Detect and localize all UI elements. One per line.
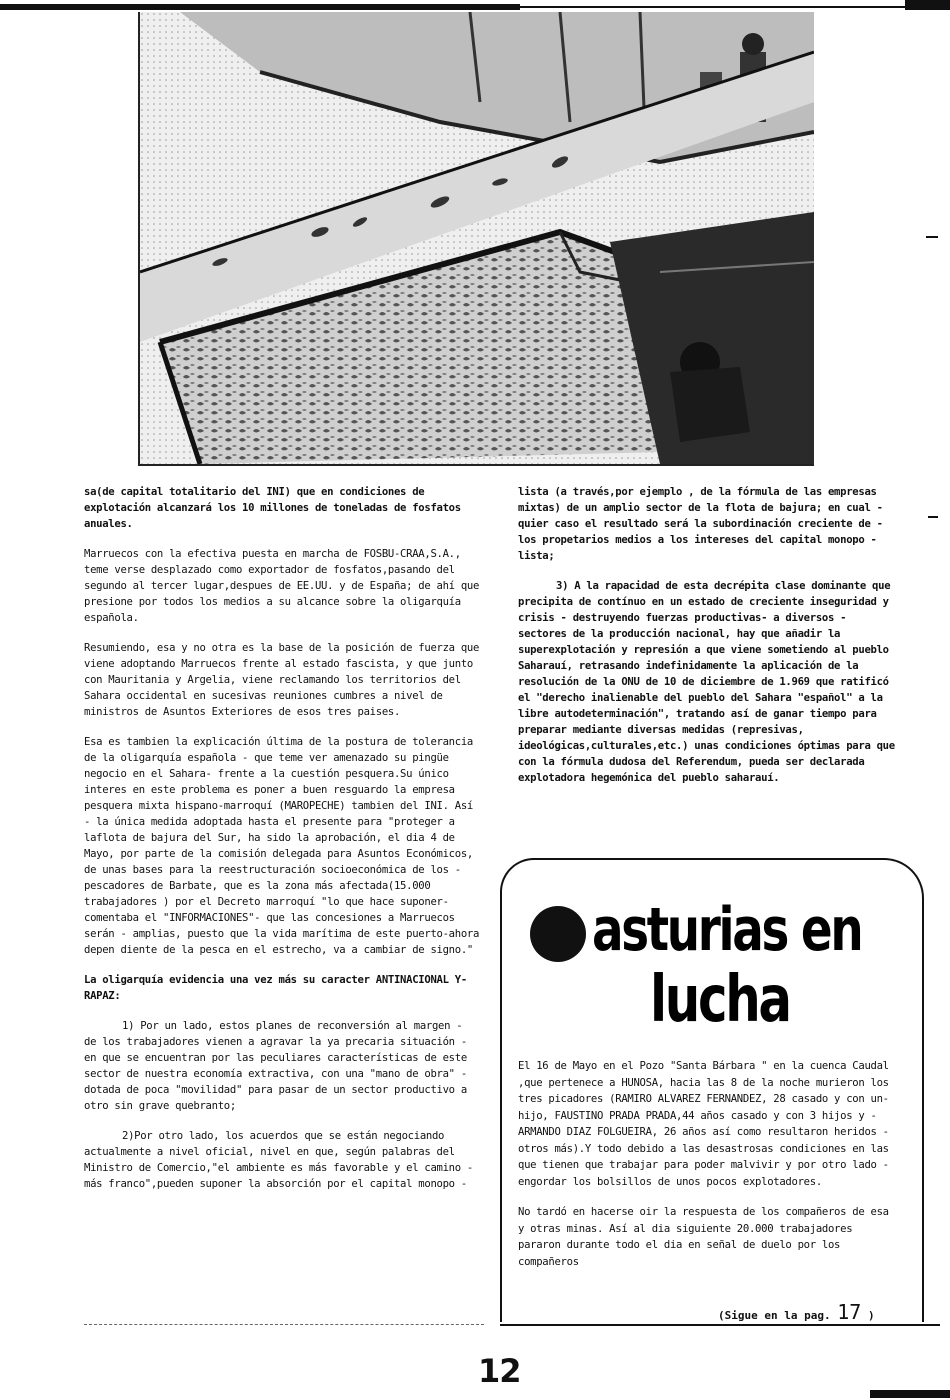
right-paragraph-1: lista (a través,por ejemplo , de la fórmula de las empresas mixtas) de un amplio sector de la flota de bajura; en cual - quier caso el resultado será la subordinación creciente de - los propetarios medios a los intereses del capital monopo - lista; <box>518 486 883 562</box>
top-corner-mark <box>905 0 950 10</box>
asturias-box-bottom-rule <box>500 1324 940 1326</box>
left-paragraph-7: 2)Por otro lado, los acuerdos que se están negociando actualmente a nivel oficial, nivel en que, según palabras del Ministro de Comercio,"el ambiente es más favorable y el camino - más franco",pueden suponer la absorción por el capital monopo - <box>84 1130 473 1190</box>
left-paragraph-3: Resumiendo, esa y no otra es la base de la posición de fuerza que viene adoptando Marruecos frente al estado fascista, y que junto con Mauritania y Argelia, viene reclamando los territorios del Sahara occidental en sucesivas reuniones cumbres a nivel de ministros de Asuntos Exteriores de esos tres paises. <box>84 642 480 718</box>
left-paragraph-2: Marruecos con la efectiva puesta en marcha de FOSBU-CRAA,S.A., teme verse desplazado como exportador de fosfatos,pasando del segundo al tercer lugar,despues de EE.UU. y de España; de ahí que presione por todos los medios a su alcance sobre la oligarquía española. <box>84 548 480 624</box>
footer-rule <box>84 1324 484 1326</box>
left-paragraph-5: La oligarquía evidencia una vez más su caracter ANTINACIONAL Y-RAPAZ: <box>84 974 467 1002</box>
continued-text: (Sigue en la pag. <box>718 1309 831 1322</box>
photo-illustration <box>140 12 814 464</box>
harbor-fishing-boat-photo <box>138 12 814 466</box>
margin-mark <box>926 236 938 238</box>
top-rule-thick <box>0 4 520 10</box>
bottom-corner-mark <box>870 1390 950 1398</box>
headline-line-1: asturias en <box>592 895 862 965</box>
left-paragraph-1: sa(de capital totalitario del INI) que en condiciones de explotación alcanzará los 10 millones de toneladas de fosfatos anuales. <box>84 486 461 530</box>
page-number: 12 <box>478 1352 521 1390</box>
left-paragraph-4: Esa es tambien la explicación última de la postura de tolerancia de la oligarquía española - que teme ver amenazado su pingüe negocio en el Sahara- frente a la cuestión pesquera.Su único interes en este problema es poner a buen resguardo la empresa pesquera mixta hispano-marroquí (MAROPECHE) tambien del INI. Así - la única medida adoptada hasta el presente para "proteger a laflota de bajura del Sur, ha sido la aprobación, el dia 4 de Mayo, por parte de la comisión delegada para Asuntos Económicos, de unas bases para la reestructuración socioeconómica de los - pescadores de Barbate, que es la zona más afectada(15.000 trabajadores ) por el Decreto marroquí "lo que hace suponer-comentaba el "INFORMACIONES"- que las concesiones a Marruecos serán - amplias, puesto que la vida marítima de este puerto-ahora depen diente de la pesca en el estrecho, va a cambiar de signo." <box>84 736 480 956</box>
right-paragraph-2: 3) A la rapacidad de esta decrépita clase dominante que precipita de contínuo en un estado de creciente inseguridad y crisis - destruyendo fuerzas productivas- a diversos - sectores de la producción nacional, hay que añadir la superexplotación y represión a que viene sometiendo al pueblo Saharauí, retrasando indefinidamente la aplicación de la resolución de la ONU de 10 de diciembre de 1.969 que ratificó el "derecho inalienable del pueblo del Sahara "español" a la libre autodeterminación", tratando así de ganar tiempo para preparar mediante diversas medidas (represivas, ideológicas,culturales,etc.) unas condiciones óptimas para que con la fórmula dudosa del Referendum, pueda ser declarada explotadora hegemónica del pueblo saharauí. <box>518 580 895 784</box>
headline-bullet-icon <box>530 906 586 962</box>
continued-close: ) <box>867 1309 875 1322</box>
continued-page-number: 17 <box>837 1300 862 1324</box>
headline-line-2: lucha <box>650 963 790 1037</box>
asturias-paragraph-1: El 16 de Mayo en el Pozo "Santa Bárbara " en la cuenca Caudal ,que pertenece a HUNOSA, hacia las 8 de la noche murieron los tres picadores (RAMIRO ALVAREZ FERNANDEZ, 28 casado y con un-hijo, FAUSTINO PRADA PRADA,44 años casado y con 3 hijos y - ARMANDO DIAZ FOLGUEIRA, 26 años así como resultaron heridos - otros más).Y todo debido a las desastrosas condiciones en las que tienen que trabajar para poder malvivir y por otro lado - engordar los bolsillos de unos pocos explotadores. <box>518 1060 889 1188</box>
left-column <box>84 484 480 1192</box>
continued-on-note <box>718 1300 875 1324</box>
top-rule-thin <box>520 6 910 8</box>
asturias-article <box>518 1058 898 1284</box>
right-column <box>518 484 898 800</box>
margin-mark <box>928 516 938 518</box>
asturias-paragraph-2: No tardó en hacerse oir la respuesta de los compañeros de esa y otras minas. Así al dia siguiente 20.000 trabajadores pararon durante todo el dia en señal de duelo por los compañeros <box>518 1206 889 1268</box>
left-paragraph-6: 1) Por un lado, estos planes de reconversión al margen - de los trabajadores vienen a agravar la ya precaria situación - en que se encuentran por las peculiares características de este sector de nuestra economía extractiva, con una "mano de obra" - dotada de poca "movilidad" para pasar de un sector productivo a otro sin grave quebranto; <box>84 1020 467 1112</box>
